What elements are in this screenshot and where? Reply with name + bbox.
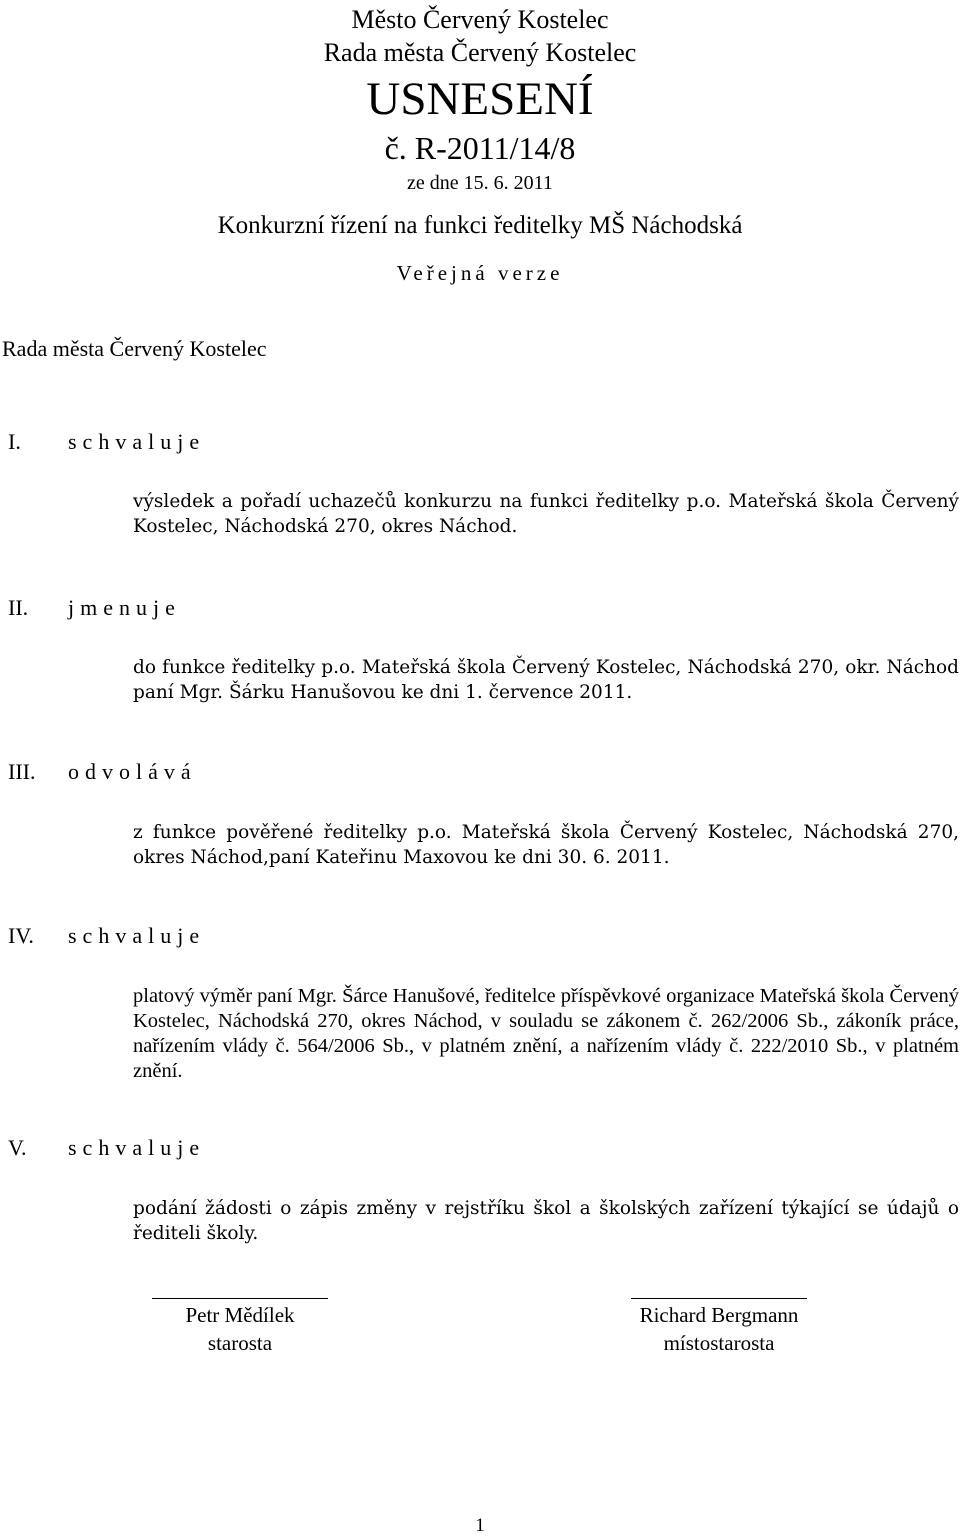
- section-numeral: I.: [8, 429, 21, 454]
- section-verb: schvaluje: [68, 923, 206, 948]
- city-name: Město Červený Kostelec: [351, 5, 609, 34]
- council-name: Rada města Červený Kostelec: [323, 38, 637, 67]
- signature-line: [631, 1298, 807, 1299]
- signature-deputy-mayor: [619, 1298, 819, 1357]
- section-verb: jmenuje: [68, 595, 181, 620]
- resolution-subject: Konkurzní řízení na funkci ředitelky MŠ Náchodská: [217, 212, 743, 239]
- resolution-number: č. R-2011/14/8: [384, 130, 576, 166]
- section-numeral: III.: [8, 759, 36, 784]
- signature-line: [152, 1298, 328, 1299]
- page-number: 1: [475, 1515, 485, 1536]
- section-text: z funkce pověřené ředitelky p.o. Mateřská škola Červený Kostelec, Náchodská 270, okres Náchod,paní Kateřinu Maxovou ke dni 30. 6. 2011.: [133, 822, 959, 868]
- section-numeral: V.: [8, 1135, 27, 1160]
- section-numeral: IV.: [8, 923, 34, 948]
- section-verb: schvaluje: [68, 429, 206, 454]
- section-verb: schvaluje: [68, 1135, 206, 1160]
- signature-name: Petr Mědílek: [185, 1303, 295, 1327]
- section-text: podání žádosti o zápis změny v rejstříku škol a školských zařízení týkající se údajů o řediteli školy.: [133, 1198, 959, 1244]
- section-text: výsledek a pořadí uchazečů konkurzu na funkci ředitelky p.o. Mateřská škola Červený Kostelec, Náchodská 270, okres Náchod.: [133, 491, 959, 537]
- document-type: USNESENÍ: [366, 73, 594, 125]
- signature-role: místostarosta: [663, 1331, 775, 1355]
- section-numeral: II.: [8, 595, 29, 620]
- section-verb: odvolává: [68, 759, 197, 784]
- signature-mayor: [140, 1298, 340, 1357]
- section-text: platový výměr paní Mgr. Šárce Hanušové, ředitelce příspěvkové organizace Mateřská škola Červený Kostelec, Náchodská 270, okres Náchod, v souladu se zákonem č. 262/2006 Sb., zákoník práce, nařízením vlády č. 564/2006 Sb., v platném znění, a nařízením vlády č. 222/2010 Sb., v platném znění.: [133, 985, 959, 1082]
- signature-name: Richard Bergmann: [639, 1303, 799, 1327]
- intro-council: Rada města Červený Kostelec: [2, 336, 267, 361]
- signature-role: starosta: [207, 1331, 273, 1355]
- resolution-date: ze dne 15. 6. 2011: [407, 172, 553, 194]
- section-text: do funkce ředitelky p.o. Mateřská škola Červený Kostelec, Náchodská 270, okr. Náchod paní Mgr. Šárku Hanušovou ke dni 1. července 2011.: [133, 657, 959, 703]
- public-version-label: Veřejná verze: [396, 261, 564, 285]
